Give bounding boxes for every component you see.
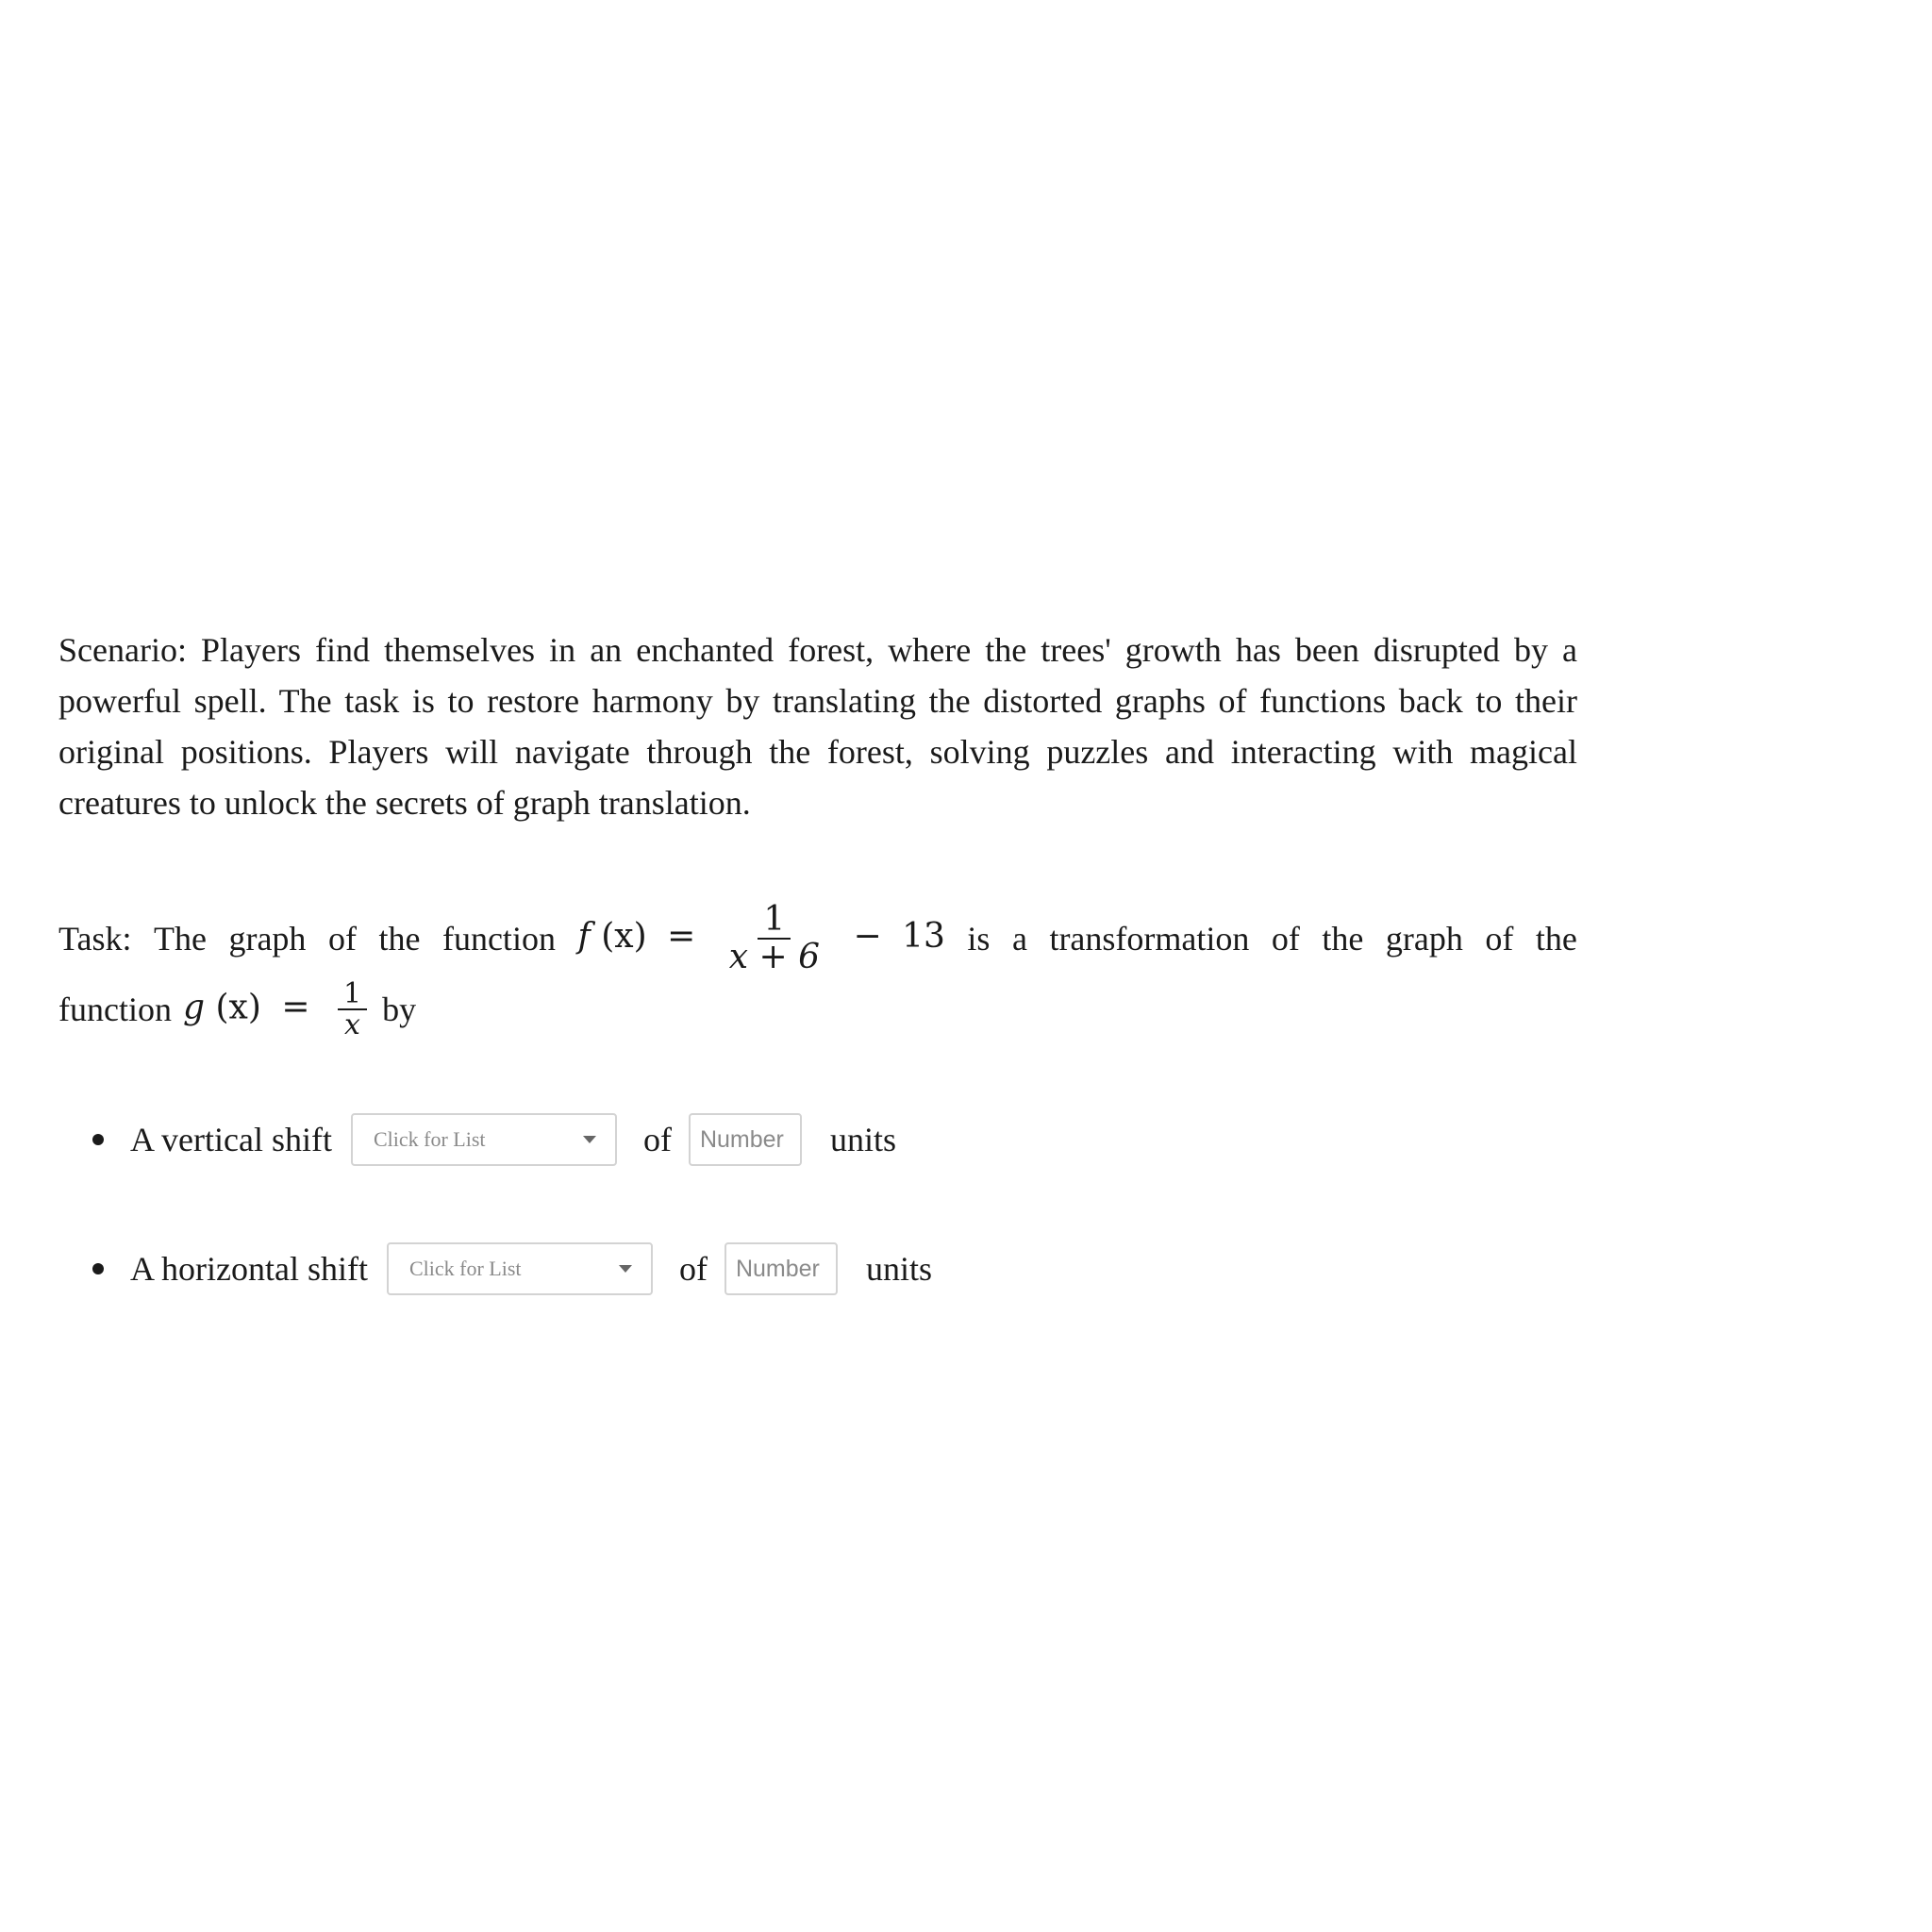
task-word: transformation (1049, 920, 1250, 958)
units-word: units (829, 1121, 896, 1158)
units-word: units (865, 1250, 932, 1288)
task-word: a (1011, 920, 1027, 958)
task-word: of (1485, 920, 1514, 958)
task-word: is (967, 920, 991, 958)
g-numerator: 1 (338, 979, 367, 1011)
f-arg: (x) (601, 917, 647, 956)
vertical-shift-row (92, 1113, 896, 1166)
task-word: graph (228, 920, 307, 958)
task-word: of (1271, 920, 1300, 958)
of-word: of (642, 1121, 672, 1158)
bullet-point (92, 1134, 104, 1145)
task-label: Task: (58, 920, 132, 958)
caret-down-icon (583, 1136, 596, 1143)
dropdown-placeholder: Click for List (373, 1127, 486, 1151)
by-word: by (382, 991, 417, 1028)
f-name: f (577, 917, 591, 956)
task-word: of (327, 920, 357, 958)
task-statement (58, 901, 1577, 1042)
vertical-shift-number-input[interactable] (689, 1113, 802, 1166)
task-word: the (378, 920, 421, 958)
bullet-point (92, 1263, 104, 1274)
task-line-2 (58, 976, 1577, 1042)
g-name: g (182, 988, 206, 1026)
task-word: the (1322, 920, 1364, 958)
f-denominator: x + 6 (728, 938, 820, 976)
f-numerator: 1 (758, 902, 791, 940)
task-line-1 (58, 901, 1577, 976)
task-word: graph (1385, 920, 1463, 958)
horizontal-shift-label: A horizontal shift (130, 1250, 368, 1288)
f-fraction (724, 902, 825, 975)
caret-down-icon (619, 1265, 632, 1273)
scenario-paragraph: Scenario: Players find themselves in an enchanted forest, where the trees' growth has been disrupted by a powerful spell. The task is to restore harmony by translating the distorted graphs of functions back to their original positions. Players will navigate through the forest, solving puzzles and interacting with magical creatures to unlock the secrets of graph translation. (58, 631, 1577, 822)
f-constant: 13 (902, 917, 945, 956)
equals-sign: = (281, 988, 310, 1026)
task-word: function (58, 991, 172, 1028)
task-word: function (441, 920, 556, 958)
horizontal-direction-dropdown[interactable] (387, 1242, 653, 1295)
vertical-direction-dropdown[interactable] (351, 1113, 617, 1166)
equals-sign: = (667, 917, 696, 956)
g-arg: (x) (215, 988, 261, 1026)
task-word: The (153, 920, 207, 958)
dropdown-placeholder: Click for List (408, 1257, 522, 1280)
g-fraction (338, 976, 367, 1041)
task-word: the (1535, 920, 1577, 958)
minus-sign: − (853, 917, 882, 956)
horizontal-shift-number-input[interactable] (724, 1242, 838, 1295)
vertical-shift-label: A vertical shift (130, 1121, 332, 1158)
f-formula (577, 902, 944, 975)
g-denominator: x (344, 1008, 360, 1041)
g-formula (182, 976, 375, 1041)
horizontal-shift-row (92, 1242, 932, 1295)
of-word: of (678, 1250, 708, 1288)
